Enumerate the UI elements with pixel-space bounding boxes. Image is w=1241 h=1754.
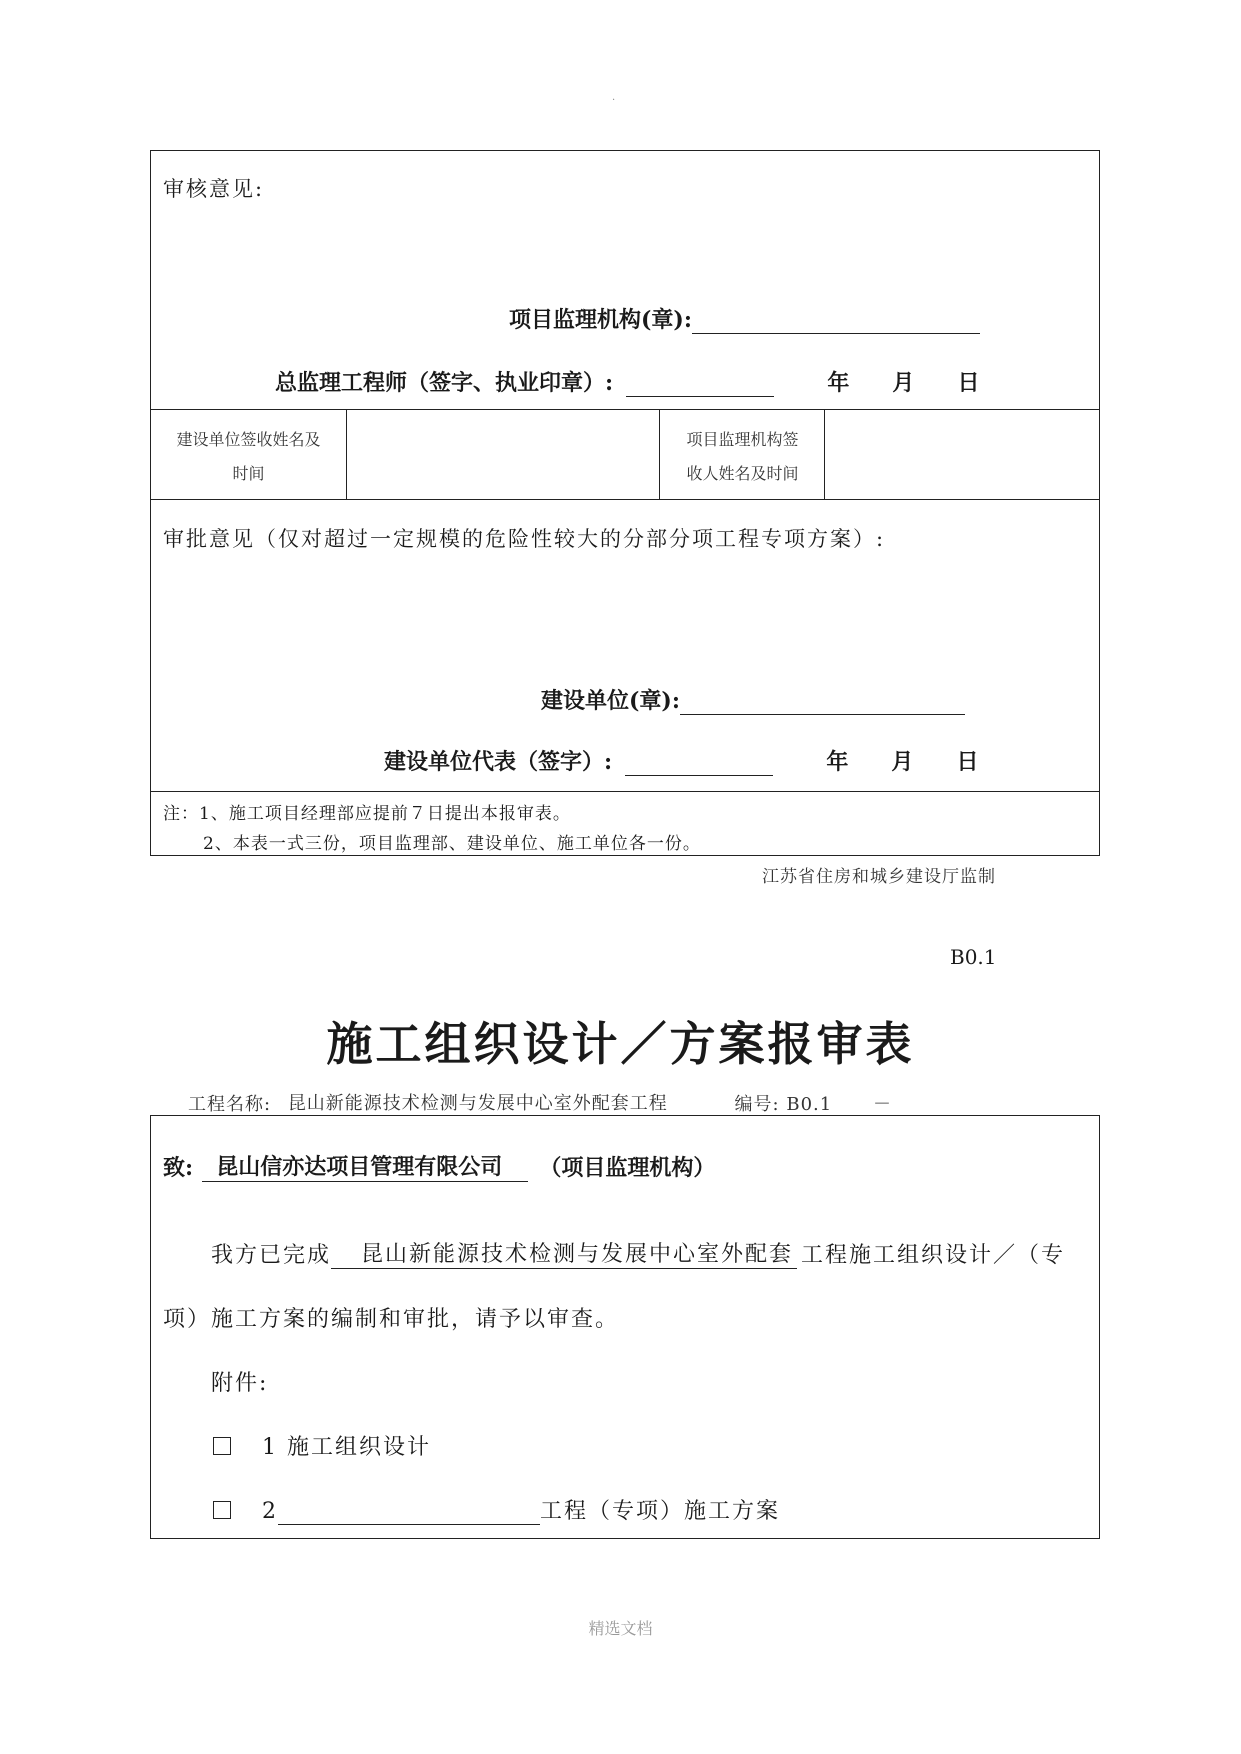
project-number-field-2[interactable] bbox=[892, 1095, 962, 1116]
note-line-2: 2、本表一式三份，项目监理部、建设单位、施工单位各一份。 bbox=[203, 834, 701, 854]
attachment-2-label: 工程（专项）施工方案 bbox=[540, 1499, 781, 1524]
chief-engineer-label: 总监理工程师（签字、执业印章）: bbox=[275, 370, 614, 396]
attachment-1-row bbox=[213, 1430, 431, 1461]
chief-engineer-row bbox=[275, 366, 980, 397]
owner-seal-label: 建设单位(章): bbox=[541, 688, 680, 714]
attachment-2-checkbox[interactable] bbox=[213, 1501, 231, 1519]
form-code: B0.1 bbox=[950, 945, 997, 969]
attachment-2-number: 2 bbox=[262, 1499, 278, 1524]
agency-receipt-label bbox=[661, 423, 824, 491]
review-approval-table bbox=[150, 150, 1100, 856]
to-value[interactable]: 昆山信亦达项目管理有限公司 bbox=[202, 1150, 528, 1182]
attachment-2-field[interactable] bbox=[278, 1500, 540, 1525]
para-project-value[interactable]: 昆山新能源技术检测与发展中心室外配套 bbox=[331, 1237, 797, 1269]
project-number-prefix: B0.1 bbox=[786, 1094, 833, 1115]
project-info-row bbox=[188, 1089, 962, 1116]
divider bbox=[824, 409, 825, 499]
attachment-1-checkbox[interactable] bbox=[213, 1437, 231, 1455]
divider bbox=[151, 499, 1099, 500]
divider bbox=[151, 791, 1099, 792]
owner-rep-label: 建设单位代表（签字）: bbox=[384, 749, 613, 775]
top-mark: . bbox=[612, 92, 616, 103]
note-line-1: 注：1、施工项目经理部应提前７日提出本报审表。 bbox=[163, 804, 571, 824]
paragraph-line-2: 项）施工方案的编制和审批，请予以审查。 bbox=[163, 1307, 620, 1332]
divider bbox=[151, 409, 1099, 410]
agency-seal-row bbox=[509, 303, 980, 334]
chief-engineer-signature-field[interactable] bbox=[626, 372, 774, 397]
owner-receipt-label bbox=[151, 423, 346, 491]
divider bbox=[346, 409, 347, 499]
issuer-label: 江苏省住房和城乡建设厅监制 bbox=[762, 867, 996, 887]
attachment-2-row bbox=[213, 1494, 780, 1525]
agency-seal-label: 项目监理机构(章): bbox=[509, 307, 692, 333]
approval-month-label: 月 bbox=[891, 749, 914, 775]
agency-receipt-field[interactable] bbox=[826, 411, 1098, 497]
approval-year-label: 年 bbox=[826, 749, 849, 775]
owner-rep-row bbox=[384, 745, 979, 776]
para-start: 我方已完成 bbox=[211, 1243, 332, 1268]
paragraph-line-1 bbox=[211, 1237, 1065, 1269]
to-label: 致: bbox=[163, 1155, 194, 1181]
page-footer: 精选文档 bbox=[588, 1619, 653, 1638]
project-number-dash: － bbox=[872, 1094, 892, 1115]
submission-table bbox=[150, 1115, 1100, 1539]
review-day-label: 日 bbox=[957, 370, 980, 396]
review-month-label: 月 bbox=[892, 370, 915, 396]
project-number-field-1[interactable] bbox=[832, 1095, 866, 1116]
para-mid: 工程施工组织设计／（专 bbox=[801, 1243, 1066, 1268]
owner-receipt-line1: 建设单位签收姓名及 bbox=[176, 430, 321, 449]
project-number-label: 编号: bbox=[734, 1094, 780, 1115]
attachments-label: 附件: bbox=[211, 1371, 269, 1396]
approval-day-label: 日 bbox=[956, 749, 979, 775]
owner-receipt-field[interactable] bbox=[348, 411, 658, 497]
approval-opinion-label: 审批意见（仅对超过一定规模的危险性较大的分部分项工程专项方案）: bbox=[163, 527, 886, 551]
owner-rep-signature-field[interactable] bbox=[625, 751, 773, 776]
project-name-value[interactable]: 昆山新能源技术检测与发展中心室外配套工程 bbox=[278, 1089, 678, 1116]
attachment-1-label: 1 施工组织设计 bbox=[262, 1435, 431, 1460]
project-name-label: 工程名称: bbox=[188, 1094, 272, 1115]
agency-receipt-line1: 项目监理机构签 bbox=[686, 430, 799, 449]
form-title: 施工组织设计／方案报审表 bbox=[326, 1017, 915, 1071]
owner-receipt-line2: 时间 bbox=[232, 464, 265, 483]
addressee-row bbox=[163, 1150, 715, 1182]
review-opinion-label: 审核意见: bbox=[163, 177, 265, 201]
to-suffix: （项目监理机构） bbox=[539, 1155, 716, 1181]
review-year-label: 年 bbox=[827, 370, 850, 396]
agency-receipt-line2: 收人姓名及时间 bbox=[686, 464, 799, 483]
owner-seal-field[interactable] bbox=[680, 690, 965, 715]
divider bbox=[659, 409, 660, 499]
owner-seal-row bbox=[541, 684, 965, 715]
agency-seal-field[interactable] bbox=[692, 309, 980, 334]
